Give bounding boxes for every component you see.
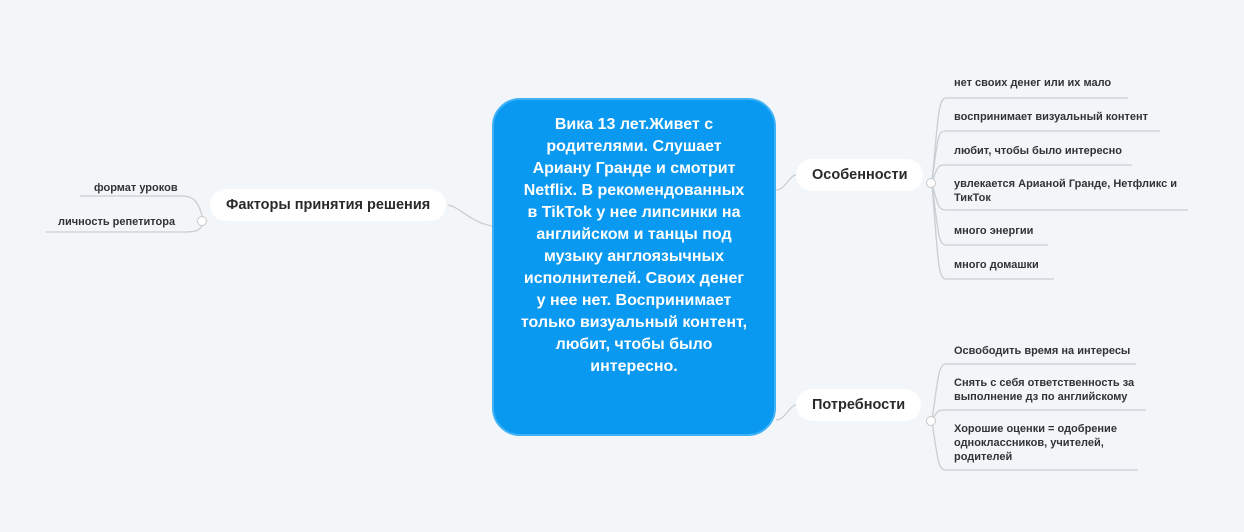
- factor-item-1[interactable]: формат уроков: [94, 182, 178, 194]
- collapse-knob-factors[interactable]: [197, 216, 207, 226]
- need-item-3[interactable]: Хорошие оценки = одобрение одноклассников, учителей, родителей: [954, 423, 1117, 463]
- central-topic-text: Вика 13 лет.Живет с родителями. Слушает Ариану Гранде и смотрит Netflix. В рекомендованных в TikTok у нее липсинки на английском и танцы под музыку англоязычных исполнителей. Своих денег у нее нет. Воспринимает только визуальный контент, любит, чтобы было интересно.: [520, 116, 748, 375]
- connector-central-features: [776, 175, 796, 190]
- feature-item-6[interactable]: много домашки: [954, 259, 1039, 271]
- feature-item-1[interactable]: нет своих денег или их мало: [954, 77, 1112, 89]
- connector-need-2: [932, 410, 1146, 420]
- branch-factors[interactable]: [210, 189, 446, 221]
- factor-item-2[interactable]: личность репетитора: [58, 216, 176, 228]
- branch-features[interactable]: [796, 159, 923, 191]
- connector-central-needs: [776, 405, 796, 420]
- collapse-knob-features[interactable]: [926, 178, 936, 188]
- central-topic[interactable]: [492, 98, 776, 436]
- branch-needs-label: Потребности: [812, 397, 906, 413]
- need-item-2[interactable]: Снять с себя ответственность за выполнение дз по английскому: [954, 377, 1135, 403]
- branch-features-label: Особенности: [812, 167, 908, 183]
- collapse-knob-needs[interactable]: [926, 416, 936, 426]
- branch-factors-label: Факторы принятия решения: [226, 197, 431, 213]
- feature-item-4[interactable]: увлекается Арианой Гранде, Нетфликс и ТикТок: [954, 178, 1178, 204]
- feature-item-2[interactable]: воспринимает визуальный контент: [954, 111, 1149, 123]
- feature-item-3[interactable]: любит, чтобы было интересно: [954, 145, 1122, 157]
- branch-needs[interactable]: [796, 389, 921, 421]
- connector-factor-1: [80, 196, 202, 216]
- need-item-1[interactable]: Освободить время на интересы: [954, 345, 1131, 357]
- feature-item-5[interactable]: много энергии: [954, 225, 1034, 237]
- connector-central-factors: [448, 205, 492, 226]
